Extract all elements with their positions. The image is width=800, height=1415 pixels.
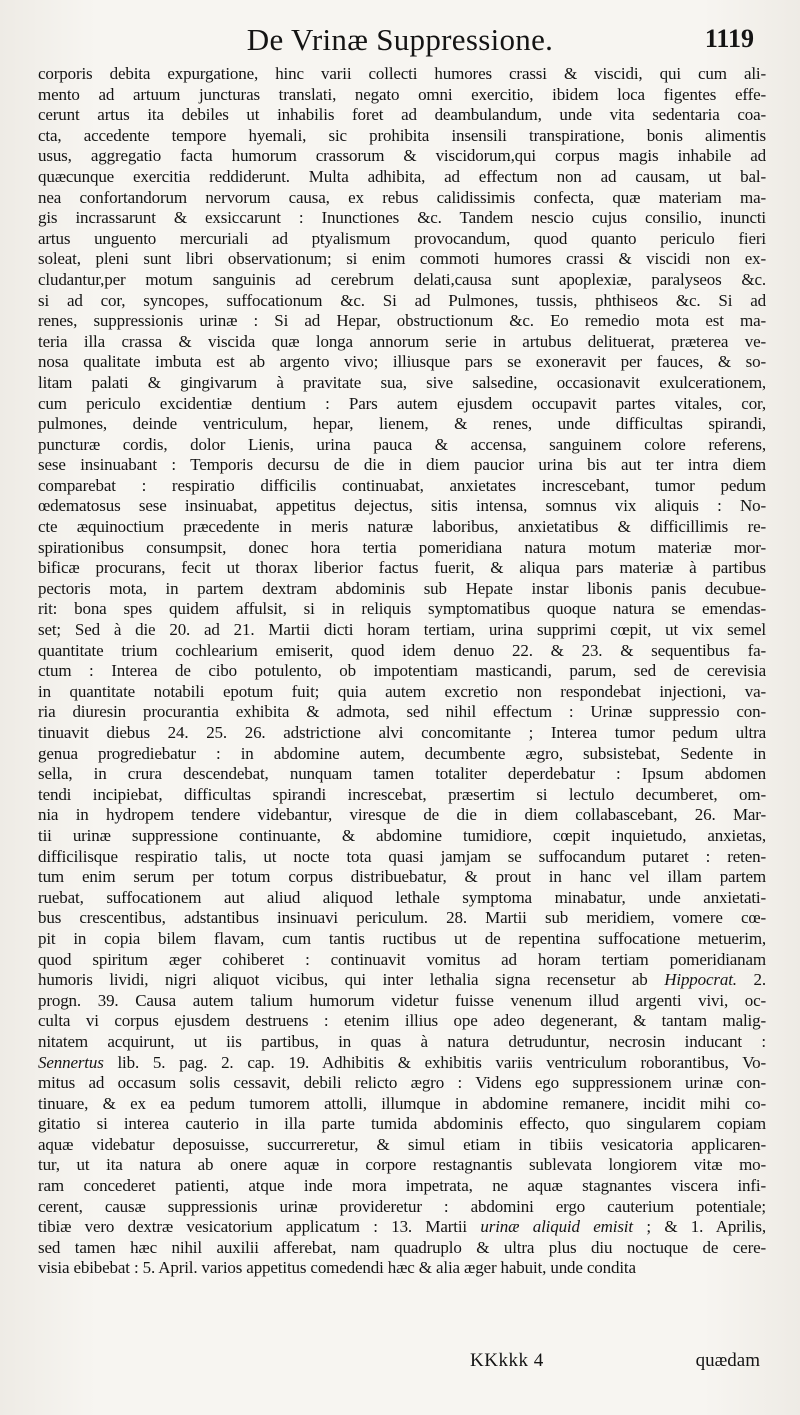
text-line: ctum : Interea de cibo potulento, ob impotentiam masticandi, parum, sed de cerevisia (38, 661, 766, 681)
signature-mark: KKkkk 4 (470, 1350, 544, 1371)
text-line: usus, aggregatio facta humorum crassorum & viscidorum,qui corpus magis inhabile ad (38, 146, 766, 166)
text-line: visia ebibebat : 5. April. varios appetitus comedendi hæc & alia æger habuit, unde condita (38, 1258, 636, 1278)
text-line: spirationibus consumpsit, donec hora tertia pomeridiana natura motum materiæ mor- (38, 537, 766, 557)
text-line: cerunt artus ita debiles ut inhabilis foret ad deambulandum, unde vita sedentaria coa- (38, 105, 766, 125)
text-line: sella, in crura descendebat, nunquam tamen totaliter deperdebatur : Ipsum abdomen (38, 764, 766, 784)
text-line: tibiæ vero dextræ vesicatorium applicatum : 13. Martii urinæ aliquid emisit ; & 1. Aprilis, (38, 1217, 766, 1237)
text-line: difficilisque respiratio talis, ut nocte tota quasi jamjam se suffocandum putaret : reten- (38, 846, 766, 866)
page-number: 1119 (704, 24, 754, 53)
text-line: pit in copia bilem flavam, cum tantis ructibus ut de repentina suffocatione metuerim, (38, 928, 766, 948)
page-header (40, 22, 760, 62)
text-line: cerent, causæ suppressionis urinæ provideretur : abdomini ergo cauterium potentiale; (38, 1196, 766, 1216)
text-line: pectoris mota, in partem dextram abdominis sub Hepate instar libonis panis decubue- (38, 578, 766, 598)
text-line: si ad cor, syncopes, suffocationum &c. Si ad Pulmones, tussis, phthiseos &c. Si ad (38, 290, 766, 310)
text-line: gitatio si interea cauterio in illa parte tumida abdominis effecto, quo singularem copiam (38, 1114, 766, 1134)
text-line: pulmones, deinde ventriculum, hepar, lienem, & renes, unde difficultas spirandi, (38, 414, 766, 434)
text-line: bus crescentibus, adstantibus insinuavi periculum. 28. Martii sub meridiem, vomere cœ- (38, 908, 766, 928)
text-line: cludantur,per motum sanguinis ad cerebrum delati,causa sunt apoplexiæ, paralyseos &c. (38, 269, 766, 289)
text-line: puncturæ cordis, dolor Lienis, urina pauca & accensa, sanguinem colore referens, (38, 434, 766, 454)
text-line: sed tamen hæc nihil auxilii afferebat, nam quadruplo & ultra plus diu noctuque de cere- (38, 1237, 766, 1257)
text-line: nia in hydropem tendere videbantur, viresque de die in diem collabascebant, 26. Mar- (38, 805, 766, 825)
catchword: quædam (695, 1350, 760, 1371)
text-line: humoris lividi, nigri aliquot vicibus, qui inter lethalia signa recensetur ab Hippocrat. 2. (38, 970, 766, 990)
text-line: comparebat : respiratio difficilis continuabat, anxietates increscebant, tumor pedum (38, 475, 766, 495)
text-line: cum periculo excidentiæ dentium : Pars autem ejusdem occupavit partes vitales, cor, (38, 393, 766, 413)
text-line: aquæ videbatur deposuisse, succurreretur, & simul etiam in tibiis vesicatoria applicaren- (38, 1134, 766, 1154)
page-footer (40, 1350, 760, 1390)
text-line: mitus ad occasum solis cessavit, debili relicto ægro : Videns ego suppressionem urinæ con- (38, 1073, 766, 1093)
text-line: in quantitate notabili epotum fuit; quia autem excretio non respondebat injectioni, va- (38, 681, 766, 701)
text-line: tendi incipiebat, difficultas spirandi increscebat, præsertim si lectulo decumberet, om- (38, 784, 766, 804)
text-line: tur, ut ita natura ab onere aquæ in corpore restagnantis sublevata longiorem vitæ mo- (38, 1155, 766, 1175)
running-title: De Vrinæ Suppressione. (246, 22, 554, 57)
text-line: tinuavit diebus 24. 25. 26. adstrictione alvi concomitante ; Interea tumor pedum ultra (38, 723, 766, 742)
text-line: quæcunque exercitia reddiderunt. Multa adhibita, ad effectum non ad causam, ut bal- (38, 166, 766, 186)
text-line: cta, accedente tempore hyemali, sic prohibita insensili transpiratione, bonis alimentis (38, 125, 766, 145)
text-line: genua progrediebatur : in abdomine autem, decumbente ægro, subsistebat, Sedente in (38, 743, 766, 763)
text-line: nea confortandorum nervorum causa, ex rebus calidissimis confecta, quæ materiam ma- (38, 187, 766, 207)
text-line: Sennertus lib. 5. pag. 2. cap. 19. Adhibitis & exhibitis variis ventriculum roborantibus, Vo- (38, 1052, 766, 1072)
text-line: renes, suppressionis urinæ : Si ad Hepar, obstructionum &c. Eo remedio mota est ma- (38, 311, 766, 331)
text-line: tii urinæ suppressione continuante, & abdomine tumidiore, cœpit inquietudo, anxietas, (38, 825, 766, 845)
text-line: corporis debita expurgatione, hinc varii collecti humores crassi & viscidi, qui cum ali- (38, 64, 766, 83)
text-line: culta vi corpus ejusdem destruens : etenim illius ope adeo degenerant, & tantam malig- (38, 1011, 766, 1031)
text-line: nitatem acquirunt, ut iis partibus, in quas à natura detruduntur, necrosin inducant : (38, 1031, 766, 1051)
text-line: litam palati & gingivarum à pravitate sua, sive salsedine, occasionavit exulcerationem, (38, 372, 766, 392)
text-line: bificæ procurans, fecit ut thorax liberior factus fuerit, & aliqua pars materiæ à partibus (38, 558, 766, 578)
text-line: tum enim serum per totum corpus distribuebatur, & prout in hanc vel illam partem (38, 867, 766, 887)
text-line: tinuare, & ex ea pedum tumorem attolli, illumque in abdomine remanere, incidit mihi co- (38, 1093, 766, 1113)
text-line: progn. 39. Causa autem talium humorum videtur fuisse venenum illud argenti vivi, oc- (38, 990, 766, 1010)
text-line: rit: bona spes quidem affulsit, si in reliquis symptomatibus quoque natura se emendas- (38, 599, 766, 619)
text-line: quantitate trium cochlearium emiserit, quod idem denuo 22. & 23. & sequentibus fa- (38, 640, 766, 660)
text-line: mento ad artuum juncturas translati, negato omni exercitio, ibidem loca figentes effe- (38, 84, 766, 104)
text-line: artus unguento mercuriali ad ptyalismum provocandum, quod quanto periculo fieri (38, 228, 766, 248)
text-line: soleat, pleni sunt libri observationum; si enim commoti humores crassi & viscidi non ex- (38, 249, 766, 269)
text-line: cte æquinoctium præcedente in meris naturæ laboribus, anxietatibus & difficillimis re- (38, 517, 766, 537)
body-text (38, 64, 766, 1279)
text-line: quod spiritum æger cohiberet : continuavit vomitus ad horam tertiam pomeridianam (38, 949, 766, 969)
text-line: nosa qualitate imbuta est ab argento vivo; illiusque pars se exoneravit per fauces, & so- (38, 352, 766, 372)
text-line: gis incrassarunt & exsiccarunt : Inunctiones &c. Tandem nescio cujus consilio, inuncti (38, 208, 766, 228)
text-line: teria illa crassa & viscida quæ longa annorum serie in artubus delituerat, præterea ve- (38, 331, 766, 351)
text-line: ruebat, suffocationem aut aliud aliquod lethale symptoma minabatur, unde anxietati- (38, 887, 766, 907)
text-line: ria diuresin procurantia exhibita & admota, sed nihil effectum : Urinæ suppressio con- (38, 702, 766, 722)
text-line: ram concederet patienti, atque inde mora impetrata, ne aquæ stagnantes viscera infi- (38, 1176, 766, 1196)
text-line: œdematosus sese insinuabat, appetitus dejectus, sitis intensa, somnus vix aliquis : No- (38, 496, 766, 516)
text-line: set; Sed à die 20. ad 21. Martii dicti horam tertiam, urina supprimi cœpit, ut vix semel (38, 620, 766, 640)
text-line: sese insinuabant : Temporis decursu de die in diem paucior urina bis aut ter intra diem (38, 455, 766, 475)
